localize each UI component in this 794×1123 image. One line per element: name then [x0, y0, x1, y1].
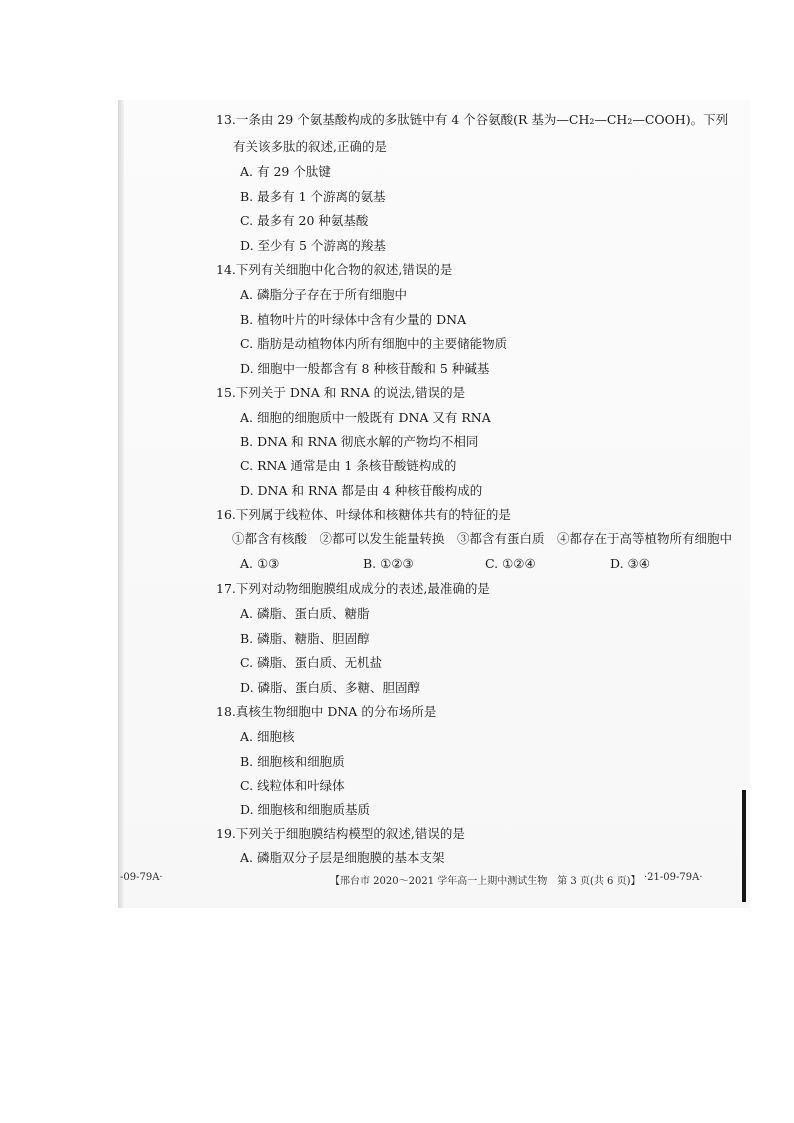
question-16-option-b: B. ①②③: [363, 556, 414, 571]
question-19-stem: 19.下列关于细胞膜结构模型的叙述,错误的是: [216, 826, 465, 841]
scanned-page: [118, 100, 750, 908]
question-19-option-a: A. 磷脂双分子层是细胞膜的基本支架: [240, 850, 445, 865]
question-16-option-d: D. ③④: [610, 556, 650, 571]
scan-right-edge: [742, 790, 746, 902]
question-18-option-c: C. 线粒体和叶绿体: [240, 778, 345, 793]
question-17-option-b: B. 磷脂、糖脂、胆固醇: [240, 631, 370, 646]
question-13-stem-continued: 有关该多肽的叙述,正确的是: [233, 139, 387, 154]
question-18-option-d: D. 细胞核和细胞质基质: [240, 802, 371, 817]
question-18-option-a: A. 细胞核: [240, 729, 295, 744]
question-15-option-d: D. DNA 和 RNA 都是由 4 种核苷酸构成的: [240, 483, 483, 498]
question-18-option-b: B. 细胞核和细胞质: [240, 754, 345, 769]
question-13-stem: 13.一条由 29 个氨基酸构成的多肽链中有 4 个谷氨酸(R 基为—CH₂—CH₂—COOH)。下列: [216, 112, 729, 127]
question-17-option-a: A. 磷脂、蛋白质、糖脂: [240, 606, 370, 621]
question-14-option-c: C. 脂肪是动植物体内所有细胞中的主要储能物质: [240, 336, 508, 351]
question-17-stem: 17.下列对动物细胞膜组成成分的表述,最准确的是: [216, 581, 490, 596]
question-14-option-a: A. 磷脂分子存在于所有细胞中: [240, 287, 407, 302]
question-13-option-a: A. 有 29 个肽键: [240, 164, 331, 179]
footer-right-code: ·21-09-79A·: [644, 872, 703, 883]
question-14-option-b: B. 植物叶片的叶绿体中含有少量的 DNA: [240, 312, 467, 327]
footer-left-code: -09-79A·: [120, 872, 163, 883]
question-13-option-c: C. 最多有 20 种氨基酸: [240, 213, 369, 228]
footer-page-info: 【邢台市 2020～2021 学年高一上期中测试生物 第 3 页(共 6 页)】: [330, 876, 641, 887]
question-14-stem: 14.下列有关细胞中化合物的叙述,错误的是: [216, 262, 453, 277]
scan-left-edge: [118, 100, 124, 908]
question-15-option-c: C. RNA 通常是由 1 条核苷酸链构成的: [240, 458, 457, 473]
question-15-option-b: B. DNA 和 RNA 彻底水解的产物均不相同: [240, 434, 479, 449]
question-17-option-d: D. 磷脂、蛋白质、多糖、胆固醇: [240, 680, 421, 695]
question-16-option-a: A. ①③: [240, 556, 280, 571]
question-13-option-d: D. 至少有 5 个游离的羧基: [240, 238, 386, 253]
question-13-option-b: B. 最多有 1 个游离的氨基: [240, 189, 386, 204]
question-15-stem: 15.下列关于 DNA 和 RNA 的说法,错误的是: [216, 385, 466, 400]
question-17-option-c: C. 磷脂、蛋白质、无机盐: [240, 655, 383, 670]
question-16-statements: ①都含有核酸 ②都可以发生能量转换 ③都含有蛋白质 ④都存在于高等植物所有细胞中: [232, 531, 733, 546]
question-16-option-c: C. ①②④: [485, 556, 536, 571]
question-18-stem: 18.真核生物细胞中 DNA 的分布场所是: [216, 704, 437, 719]
question-15-option-a: A. 细胞的细胞质中一般既有 DNA 又有 RNA: [240, 410, 491, 425]
question-16-stem: 16.下列属于线粒体、叶绿体和核糖体共有的特征的是: [216, 507, 511, 522]
question-14-option-d: D. 细胞中一般都含有 8 种核苷酸和 5 种碱基: [240, 361, 490, 376]
